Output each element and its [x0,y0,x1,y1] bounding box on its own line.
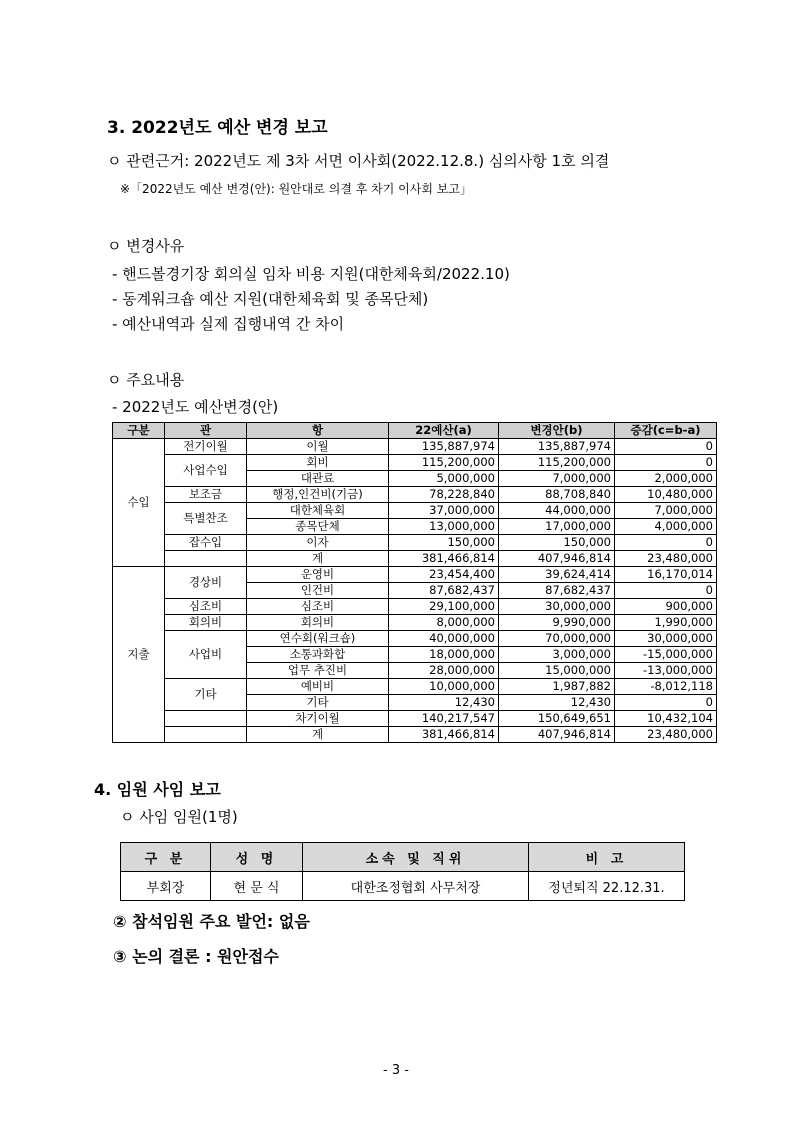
value-a: 140,217,547 [389,711,499,727]
value-b: 150,649,651 [499,711,615,727]
value-c: 900,000 [615,599,717,615]
value-b: 39,624,414 [499,567,615,583]
resignation-header-row [121,843,685,872]
resignation-table [120,842,685,901]
value-b: 30,000,000 [499,599,615,615]
affiliation-cell: 대한조정협회 사무처장 [303,872,529,901]
value-a: 135,887,974 [389,439,499,455]
gwan-cell: 특별찬조 [165,503,247,535]
section4-title: 4. 임원 사임 보고 [94,780,221,799]
hang-cell: 인건비 [247,583,389,599]
value-b: 407,946,814 [499,727,615,743]
value-c: 0 [615,439,717,455]
table-row [113,631,717,647]
value-a: 115,200,000 [389,455,499,471]
carryover-label: 차기이월 [247,711,389,727]
header-cell: 변경안(b) [499,423,615,439]
value-a: 78,228,840 [389,487,499,503]
total-label: 계 [247,551,389,567]
reason-item: - 핸드볼경기장 회의실 임차 비용 지원(대한체육회/2022.10) [112,265,510,283]
value-a: 29,100,000 [389,599,499,615]
hang-cell: 소통과화합 [247,647,389,663]
reason-heading: ㅇ 변경사유 [107,237,185,255]
page-number: - 3 - [383,1063,409,1078]
table-row [113,535,717,551]
value-c: 10,480,000 [615,487,717,503]
value-b: 7,000,000 [499,471,615,487]
header-cell: 구분 [113,423,165,439]
name-cell: 현 문 식 [211,872,303,901]
value-b: 15,000,000 [499,663,615,679]
value-c: 0 [615,455,717,471]
value-c: -15,000,000 [615,647,717,663]
table-row [113,439,717,455]
value-b: 88,708,840 [499,487,615,503]
section4-sub: ㅇ 사임 임원(1명) [120,808,238,826]
basis-note: ※「2022년도 예산 변경(안): 원안대로 의결 후 차기 이사회 보고」 [120,182,472,196]
income-category: 수입 [113,439,165,567]
hang-cell: 대한체육회 [247,503,389,519]
value-c: 16,170,014 [615,567,717,583]
value-a: 381,466,814 [389,551,499,567]
gwan-cell: 경상비 [165,567,247,599]
header-cell: 관 [165,423,247,439]
header-cell: 22예산(a) [389,423,499,439]
value-c: 2,000,000 [615,471,717,487]
gwan-cell: 보조금 [165,487,247,503]
gwan-cell: 잡수입 [165,535,247,551]
value-b: 44,000,000 [499,503,615,519]
blank-cell [165,551,247,567]
value-c: 23,480,000 [615,727,717,743]
hang-cell: 회의비 [247,615,389,631]
hang-cell: 예비비 [247,679,389,695]
value-c: 0 [615,535,717,551]
gwan-cell: 사업비 [165,631,247,679]
expense-total-row [113,727,717,743]
value-b: 1,987,882 [499,679,615,695]
table-row [121,872,685,901]
value-c: 10,432,104 [615,711,717,727]
table-row [113,487,717,503]
value-a: 10,000,000 [389,679,499,695]
value-b: 70,000,000 [499,631,615,647]
hang-cell: 업무 추진비 [247,663,389,679]
table-row [113,567,717,583]
value-c: -8,012,118 [615,679,717,695]
value-b: 12,430 [499,695,615,711]
income-total-row [113,551,717,567]
value-c: 0 [615,695,717,711]
value-a: 23,454,400 [389,567,499,583]
total-label: 계 [247,727,389,743]
hang-cell: 기타 [247,695,389,711]
gwan-cell: 심조비 [165,599,247,615]
value-b: 9,990,000 [499,615,615,631]
reason-item: - 동계워크숍 예산 지원(대한체육회 및 종목단체) [112,290,429,308]
hang-cell: 회비 [247,455,389,471]
value-b: 3,000,000 [499,647,615,663]
hang-cell: 종목단체 [247,519,389,535]
gwan-cell: 회의비 [165,615,247,631]
value-c: 0 [615,583,717,599]
value-a: 37,000,000 [389,503,499,519]
value-a: 87,682,437 [389,583,499,599]
value-b: 87,682,437 [499,583,615,599]
budget-header-row [113,423,717,439]
value-a: 381,466,814 [389,727,499,743]
value-b: 115,200,000 [499,455,615,471]
blank-cell [165,727,247,743]
value-b: 17,000,000 [499,519,615,535]
table-row [113,455,717,471]
item-remarks: ② 참석임원 주요 발언: 없음 [113,912,310,931]
value-c: 7,000,000 [615,503,717,519]
value-a: 28,000,000 [389,663,499,679]
hang-cell: 행정,인건비(기금) [247,487,389,503]
gwan-cell: 전기이월 [165,439,247,455]
hang-cell: 연수회(워크숍) [247,631,389,647]
table-row [113,679,717,695]
header-cell: 구 분 [121,843,211,872]
header-cell: 증감(c=b-a) [615,423,717,439]
value-a: 12,430 [389,695,499,711]
value-b: 135,887,974 [499,439,615,455]
main-heading: ㅇ 주요내용 [107,371,185,389]
gwan-cell: 기타 [165,679,247,711]
hang-cell: 심조비 [247,599,389,615]
value-c: 30,000,000 [615,631,717,647]
value-a: 13,000,000 [389,519,499,535]
value-a: 8,000,000 [389,615,499,631]
value-a: 40,000,000 [389,631,499,647]
value-c: 4,000,000 [615,519,717,535]
hang-cell: 운영비 [247,567,389,583]
remark-cell: 정년퇴직 22.12.31. [529,872,685,901]
value-b: 407,946,814 [499,551,615,567]
gwan-cell: 사업수입 [165,455,247,487]
value-b: 150,000 [499,535,615,551]
header-cell: 성 명 [211,843,303,872]
budget-table [112,422,717,743]
hang-cell: 대관료 [247,471,389,487]
blank-cell [165,711,247,727]
value-a: 5,000,000 [389,471,499,487]
hang-cell: 이자 [247,535,389,551]
table-row [113,615,717,631]
value-c: -13,000,000 [615,663,717,679]
item-conclusion: ③ 논의 결론 : 원안접수 [113,947,279,966]
header-cell: 소속 및 직위 [303,843,529,872]
position-cell: 부회장 [121,872,211,901]
expense-category: 지출 [113,567,165,743]
value-c: 23,480,000 [615,551,717,567]
header-cell: 비 고 [529,843,685,872]
value-a: 150,000 [389,535,499,551]
value-c: 1,990,000 [615,615,717,631]
table-row [113,503,717,519]
carryover-row [113,711,717,727]
header-cell: 항 [247,423,389,439]
main-sub: - 2022년도 예산변경(안) [112,398,279,416]
section3-title: 3. 2022년도 예산 변경 보고 [107,118,328,138]
reason-item: - 예산내역과 실제 집행내역 간 차이 [112,315,345,333]
basis-line: ㅇ 관련근거: 2022년도 제 3차 서면 이사회(2022.12.8.) 심의사항 1호 의결 [107,152,610,170]
table-row [113,599,717,615]
value-a: 18,000,000 [389,647,499,663]
hang-cell: 이월 [247,439,389,455]
